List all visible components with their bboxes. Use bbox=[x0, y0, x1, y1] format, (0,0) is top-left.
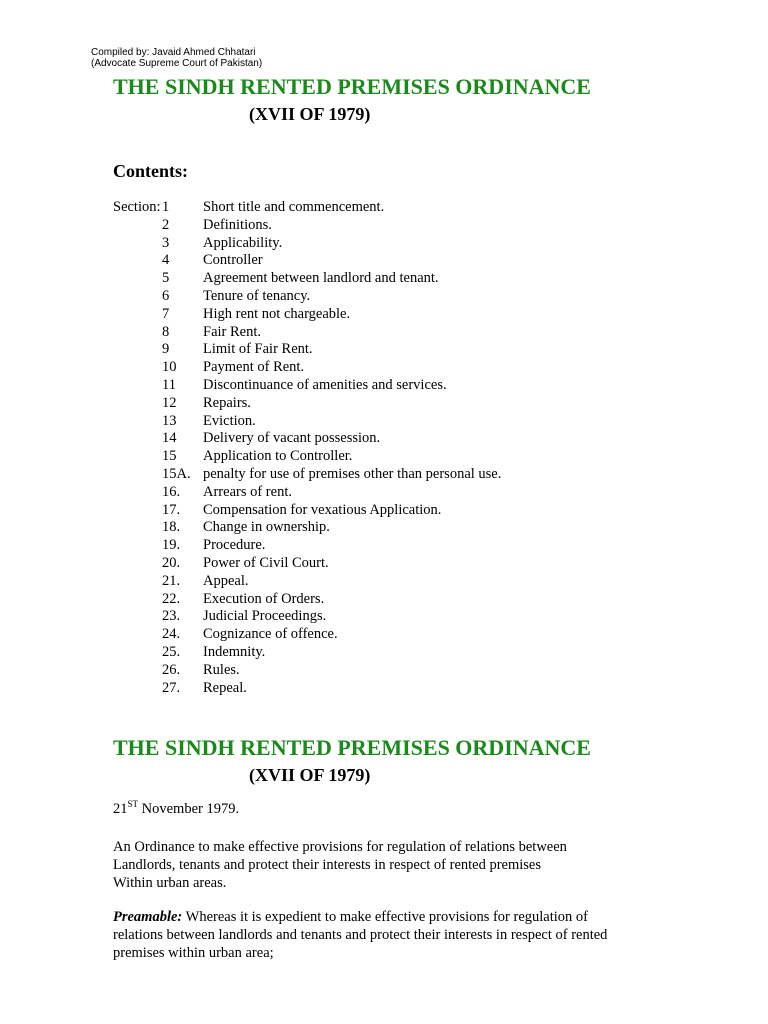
section-number: 11 bbox=[162, 376, 176, 393]
section-title: Tenure of tenancy. bbox=[203, 287, 311, 304]
section-title: Judicial Proceedings. bbox=[203, 608, 327, 625]
compiled-by: Compiled by: Javaid Ahmed Chhatari bbox=[91, 47, 256, 58]
section-title: Payment of Rent. bbox=[203, 359, 305, 376]
section-number: 17. bbox=[162, 501, 181, 518]
section-number: 22. bbox=[162, 590, 181, 607]
page-subtitle: (XVII OF 1979) bbox=[249, 104, 371, 124]
intro-line: Landlords, tenants and protect their interests in respect of rented premises bbox=[113, 856, 542, 873]
section-number: 18. bbox=[162, 519, 181, 536]
section-title: Rules. bbox=[203, 661, 240, 678]
contents-heading: Contents: bbox=[113, 161, 188, 181]
section-title: Repairs. bbox=[203, 394, 251, 411]
date-rest: November 1979. bbox=[138, 801, 240, 817]
section-number: 21. bbox=[162, 572, 181, 589]
section-title: Fair Rent. bbox=[203, 323, 261, 340]
preamble-paragraph bbox=[113, 909, 638, 962]
intro-paragraph bbox=[113, 839, 653, 892]
section-title: Applicability. bbox=[203, 234, 283, 251]
section-title: Repeal. bbox=[203, 679, 247, 696]
section-number: 5 bbox=[162, 270, 170, 287]
compiler-designation: (Advocate Supreme Court of Pakistan) bbox=[91, 58, 263, 69]
section-number: 15A. bbox=[162, 465, 191, 482]
section-number: 7 bbox=[162, 305, 170, 322]
section-title: Discontinuance of amenities and services. bbox=[203, 376, 447, 393]
section-title: Arrears of rent. bbox=[203, 483, 292, 500]
enactment-date bbox=[113, 801, 653, 819]
section-number: 10 bbox=[162, 359, 177, 376]
section-title: penalty for use of premises other than personal use. bbox=[203, 465, 502, 482]
section-title: Eviction. bbox=[203, 412, 256, 429]
section-number: 13 bbox=[162, 412, 177, 429]
section-number: 2 bbox=[162, 216, 170, 233]
section-number: 26. bbox=[162, 661, 181, 678]
section-title: Power of Civil Court. bbox=[203, 554, 329, 571]
section-number: 20. bbox=[162, 554, 181, 571]
section-title: Limit of Fair Rent. bbox=[203, 341, 313, 358]
section-number: 15 bbox=[162, 448, 177, 465]
date-day: 21 bbox=[113, 801, 128, 817]
section-title: Delivery of vacant possession. bbox=[203, 430, 381, 447]
section-title: Controller bbox=[203, 252, 263, 269]
section-title: Compensation for vexatious Application. bbox=[203, 501, 442, 518]
section-number: 1 bbox=[162, 199, 170, 215]
section-title: Agreement between landlord and tenant. bbox=[203, 270, 439, 287]
section-title: Procedure. bbox=[203, 537, 266, 554]
date-suffix: ST bbox=[127, 799, 139, 809]
section-number: 12 bbox=[162, 394, 177, 411]
section-title: Execution of Orders. bbox=[203, 590, 325, 607]
section-number: 4 bbox=[162, 252, 170, 269]
preamble-text: Whereas it is expedient to make effective provisions for regulation of relations between landlords and tenants and protect their interests in respect of rented premises within urban area; bbox=[113, 909, 608, 961]
section-title: Application to Controller. bbox=[203, 448, 353, 465]
section-number: 27. bbox=[162, 679, 181, 696]
body-title: THE SINDH RENTED PREMISES ORDINANCE bbox=[113, 735, 591, 760]
section-title: Short title and commencement. bbox=[203, 199, 385, 215]
section-number: 14 bbox=[162, 430, 177, 447]
section-title: Appeal. bbox=[203, 572, 249, 589]
section-title: Definitions. bbox=[203, 216, 272, 233]
compiler-credit bbox=[91, 47, 262, 69]
section-number: 6 bbox=[162, 287, 170, 304]
section-number: 25. bbox=[162, 643, 181, 660]
section-number: 23. bbox=[162, 608, 181, 625]
section-title: Change in ownership. bbox=[203, 519, 330, 536]
intro-line: Within urban areas. bbox=[113, 874, 227, 891]
intro-line: An Ordinance to make effective provisions for regulation of relations between bbox=[113, 839, 567, 855]
section-title: Indemnity. bbox=[203, 643, 266, 660]
section-number: 24. bbox=[162, 626, 181, 643]
section-number: 3 bbox=[162, 234, 170, 251]
preamble-label: Preamable: bbox=[113, 909, 183, 925]
section-title: High rent not chargeable. bbox=[203, 305, 351, 322]
section-number: 16. bbox=[162, 483, 181, 500]
page-title: THE SINDH RENTED PREMISES ORDINANCE bbox=[113, 74, 591, 99]
body-subtitle: (XVII OF 1979) bbox=[249, 765, 371, 785]
section-number: 19. bbox=[162, 537, 181, 554]
section-prefix: Section: bbox=[113, 199, 161, 215]
section-number: 9 bbox=[162, 341, 170, 358]
section-number: 8 bbox=[162, 323, 170, 340]
section-title: Cognizance of offence. bbox=[203, 626, 338, 643]
